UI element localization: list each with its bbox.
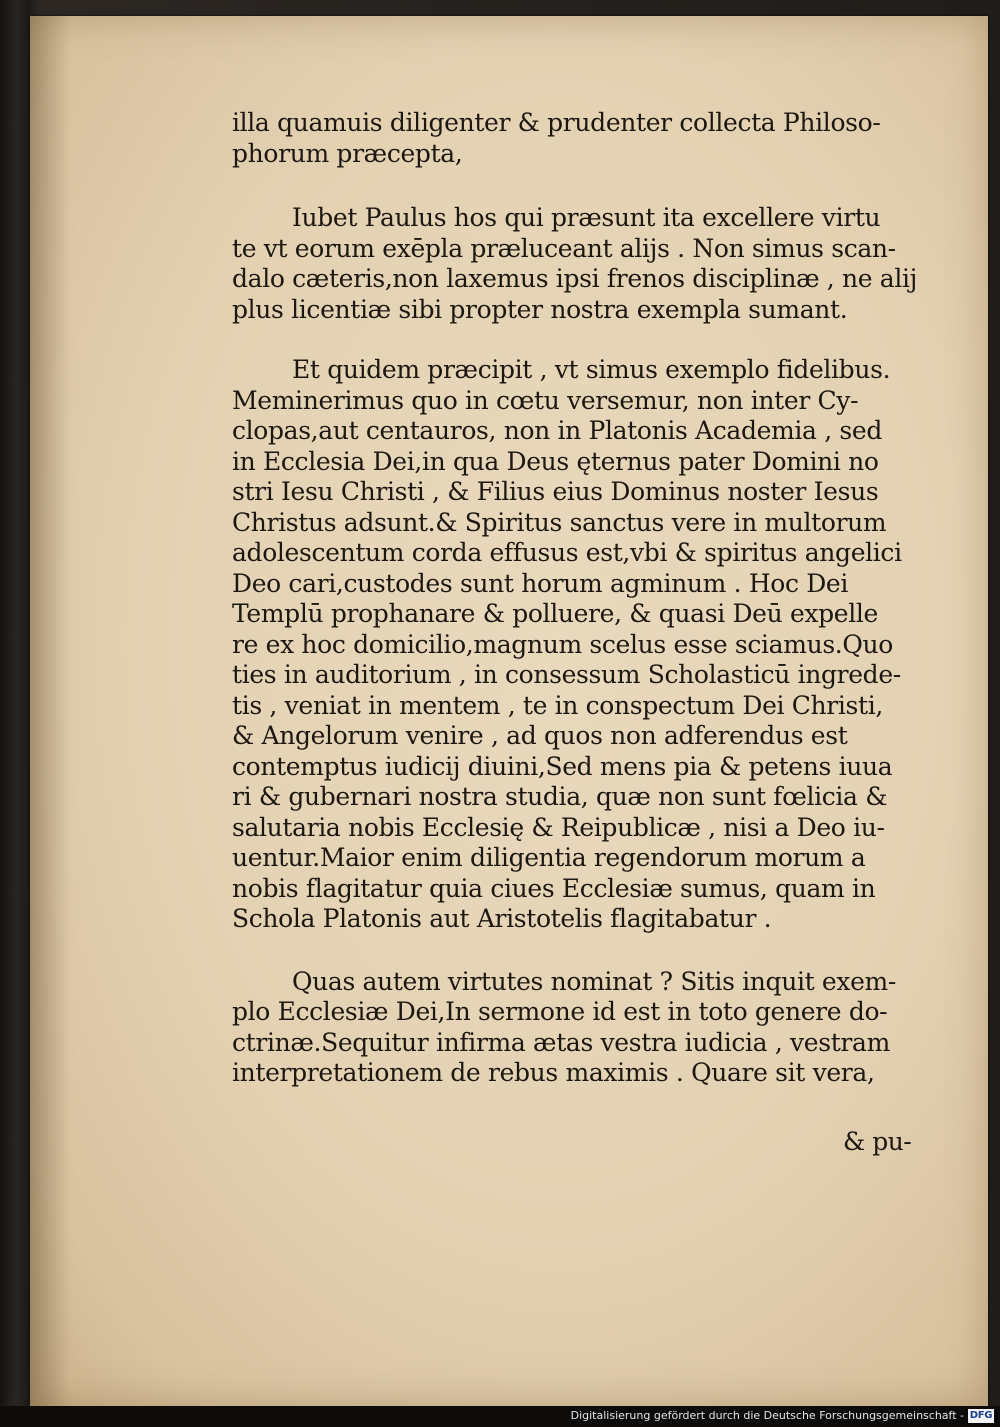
text-line: Schola Platonis aut Aristotelis flagitabatur . (232, 904, 772, 933)
text-line: Christus adsunt.& Spiritus sanctus vere in multorum (232, 507, 887, 537)
text-line: nobis flagitatur quia ciues Ecclesiæ sumus, quam in (232, 873, 876, 903)
paragraph-4 (232, 967, 932, 1089)
text-line: Quas autem virtutes nominat ? Sitis inquit exem- (292, 966, 896, 996)
book-page (30, 16, 988, 1406)
text-line: illa quamuis diligenter & prudenter collecta Philoso- (232, 108, 881, 137)
text-line: Deo cari,custodes sunt horum agminum . Hoc Dei (232, 568, 849, 598)
text-line: contemptus iudicij diuini,Sed mens pia & petens iuua (232, 751, 893, 781)
text-line: interpretationem de rebus maximis . Quare sit vera, (232, 1058, 875, 1087)
text-line: clopas,aut centauros, non in Platonis Academia , sed (232, 416, 882, 445)
text-line: phorum præcepta, (232, 138, 463, 168)
page-text (232, 108, 932, 1089)
text-line: re ex hoc domicilio,magnum scelus esse sciamus.Quo (232, 629, 894, 659)
text-line: ties in auditorium , in consessum Scholasticū ingrede- (232, 660, 901, 689)
text-line: tis , veniat in mentem , te in conspectum Dei Christi, (232, 690, 883, 720)
text-line: ri & gubernari nostra studia, quæ non sunt fœlicia & (232, 782, 888, 811)
text-line: Et quidem præcipit , vt simus exemplo fidelibus. (292, 355, 891, 384)
text-line: in Ecclesia Dei,in qua Deus ęternus pater Domini no (232, 446, 879, 476)
text-line: Iubet Paulus hos qui præsunt ita excellere virtu (292, 203, 881, 232)
funding-notice: Digitalisierung gefördert durch die Deutsche Forschungsgemeinschaft - (570, 1409, 964, 1422)
paragraph-3 (232, 355, 932, 935)
text-line: dalo cæteris,non laxemus ipsi frenos disciplinæ , ne alij (232, 264, 918, 293)
text-line: stri Iesu Christi , & Filius eius Dominus noster Iesus (232, 477, 879, 506)
catchword: & pu- (843, 1127, 912, 1156)
text-line: & Angelorum venire , ad quos non adferendus est (232, 721, 848, 750)
text-line: adolescentum corda effusus est,vbi & spiritus angelici (232, 538, 902, 567)
text-line: te vt eorum exēpla præluceant alijs . Non simus scan- (232, 233, 896, 263)
paragraph-2 (232, 203, 932, 325)
text-line: ctrinæ.Sequitur infirma ætas vestra iudicia , vestram (232, 1027, 890, 1057)
dfg-logo-icon: DFG (969, 1410, 993, 1421)
text-line: Meminerimus quo in cœtu versemur, non inter Cy- (232, 385, 859, 415)
text-line: Templū prophanare & polluere, & quasi Deū expelle (232, 599, 878, 628)
text-line: plo Ecclesiæ Dei,In sermone id est in toto genere do- (232, 997, 888, 1026)
footer-bar (0, 1406, 1000, 1427)
text-line: plus licentiæ sibi propter nostra exempla sumant. (232, 294, 848, 324)
text-line: salutaria nobis Ecclesię & Reipublicæ , nisi a Deo iu- (232, 812, 885, 842)
paragraph-1 (232, 108, 932, 169)
text-line: uentur.Maior enim diligentia regendorum morum a (232, 843, 866, 872)
